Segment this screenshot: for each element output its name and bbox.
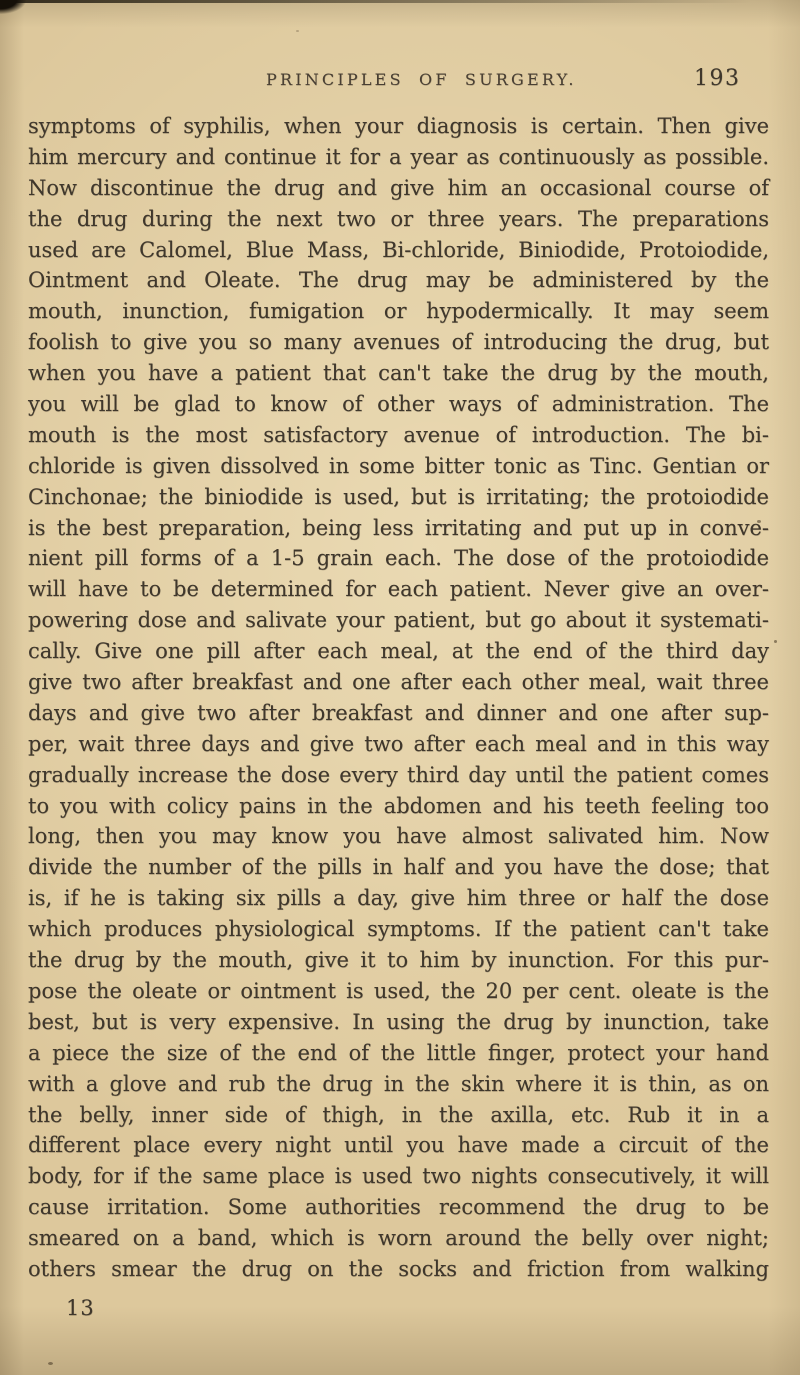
scan-corner-stain [0,0,26,14]
text-line: best, but is very expensive. In using the drug by inunction, take [28,1009,769,1034]
signature-mark: 13 [66,1296,95,1320]
text-line: used are Calomel, Blue Mass, Bi-chloride, Biniodide, Protoiodide, [28,237,769,262]
text-line: per, wait three days and give two after each meal and in this way [28,731,769,756]
text-line: will have to be determined for each patient. Never give an over- [28,577,769,602]
text-line: days and give two after breakfast and dinner and one after sup- [28,700,769,725]
text-line: cause irritation. Some authorities recommend the drug to be [28,1195,769,1220]
text-line: body, for if the same place is used two nights consecutively, it will [28,1164,769,1189]
text-line: is, if he is taking six pills a day, give him three or half the dose [28,886,769,911]
paper-speck [48,1362,53,1365]
paper-speck [774,640,777,643]
text-line: divide the number of the pills in half and you have the dose; that [28,855,769,880]
scan-top-edge-shadow [0,0,752,3]
paper-speck [296,30,299,32]
text-line: smeared on a band, which is worn around the belly over night; [28,1226,769,1251]
text-line: cally. Give one pill after each meal, at the end of the third day [28,639,769,664]
text-line: others smear the drug on the socks and friction from walking [28,1256,769,1281]
text-line: when you have a patient that can't take the drug by the mouth, [28,361,769,386]
text-line: give two after breakfast and one after each other meal, wait three [28,670,769,695]
text-line: mouth, inunction, fumigation or hypodermically. It may seem [28,299,769,324]
text-line: with a glove and rub the drug in the skin where it is thin, as on [28,1071,769,1096]
page-number: 193 [694,66,741,91]
text-line: to you with colicy pains in the abdomen and his teeth feeling too [28,793,769,818]
text-line: foolish to give you so many avenues of introducing the drug, but [28,330,769,355]
text-line: him mercury and continue it for a year as continuously as possible. [28,144,769,169]
text-line: different place every night until you have made a circuit of the [28,1133,769,1158]
text-line: long, then you may know you have almost salivated him. Now [28,824,769,849]
text-line: chloride is given dissolved in some bitter tonic as Tinc. Gentian or [28,453,769,478]
text-line: nient pill forms of a 1-5 grain each. The dose of the protoiodide [28,546,769,571]
text-line: symptoms of syphilis, when your diagnosis is certain. Then give [28,114,769,138]
text-line: is the best preparation, being less irritating and put up in conve- [28,515,769,540]
text-line: a piece the size of the end of the little finger, protect your hand [28,1040,769,1065]
text-line: Now discontinue the drug and give him an occasional course of [28,175,769,200]
running-header [0,66,800,92]
text-line: you will be glad to know of other ways of administration. The [28,392,769,417]
text-line: gradually increase the dose every third day until the patient comes [28,762,769,787]
text-line: the drug by the mouth, give it to him by inunction. For this pur- [28,948,769,973]
text-line: powering dose and salivate your patient, but go about it systemati- [28,608,769,633]
text-line: which produces physiological symptoms. If the patient can't take [28,917,769,942]
text-line: Cinchonae; the biniodide is used, but is irritating; the protoiodide [28,484,769,509]
page-body [28,111,769,1285]
text-line: pose the oleate or ointment is used, the 20 per cent. oleate is the [28,978,769,1003]
text-line: mouth is the most satisfactory avenue of introduction. The bi- [28,422,769,447]
text-line: Ointment and Oleate. The drug may be administered by the [28,268,769,293]
header-title: PRINCIPLES OF SURGERY. [266,70,577,89]
text-line: the drug during the next two or three years. The preparations [28,206,769,231]
text-line: the belly, inner side of thigh, in the axilla, etc. Rub it in a [28,1102,769,1127]
